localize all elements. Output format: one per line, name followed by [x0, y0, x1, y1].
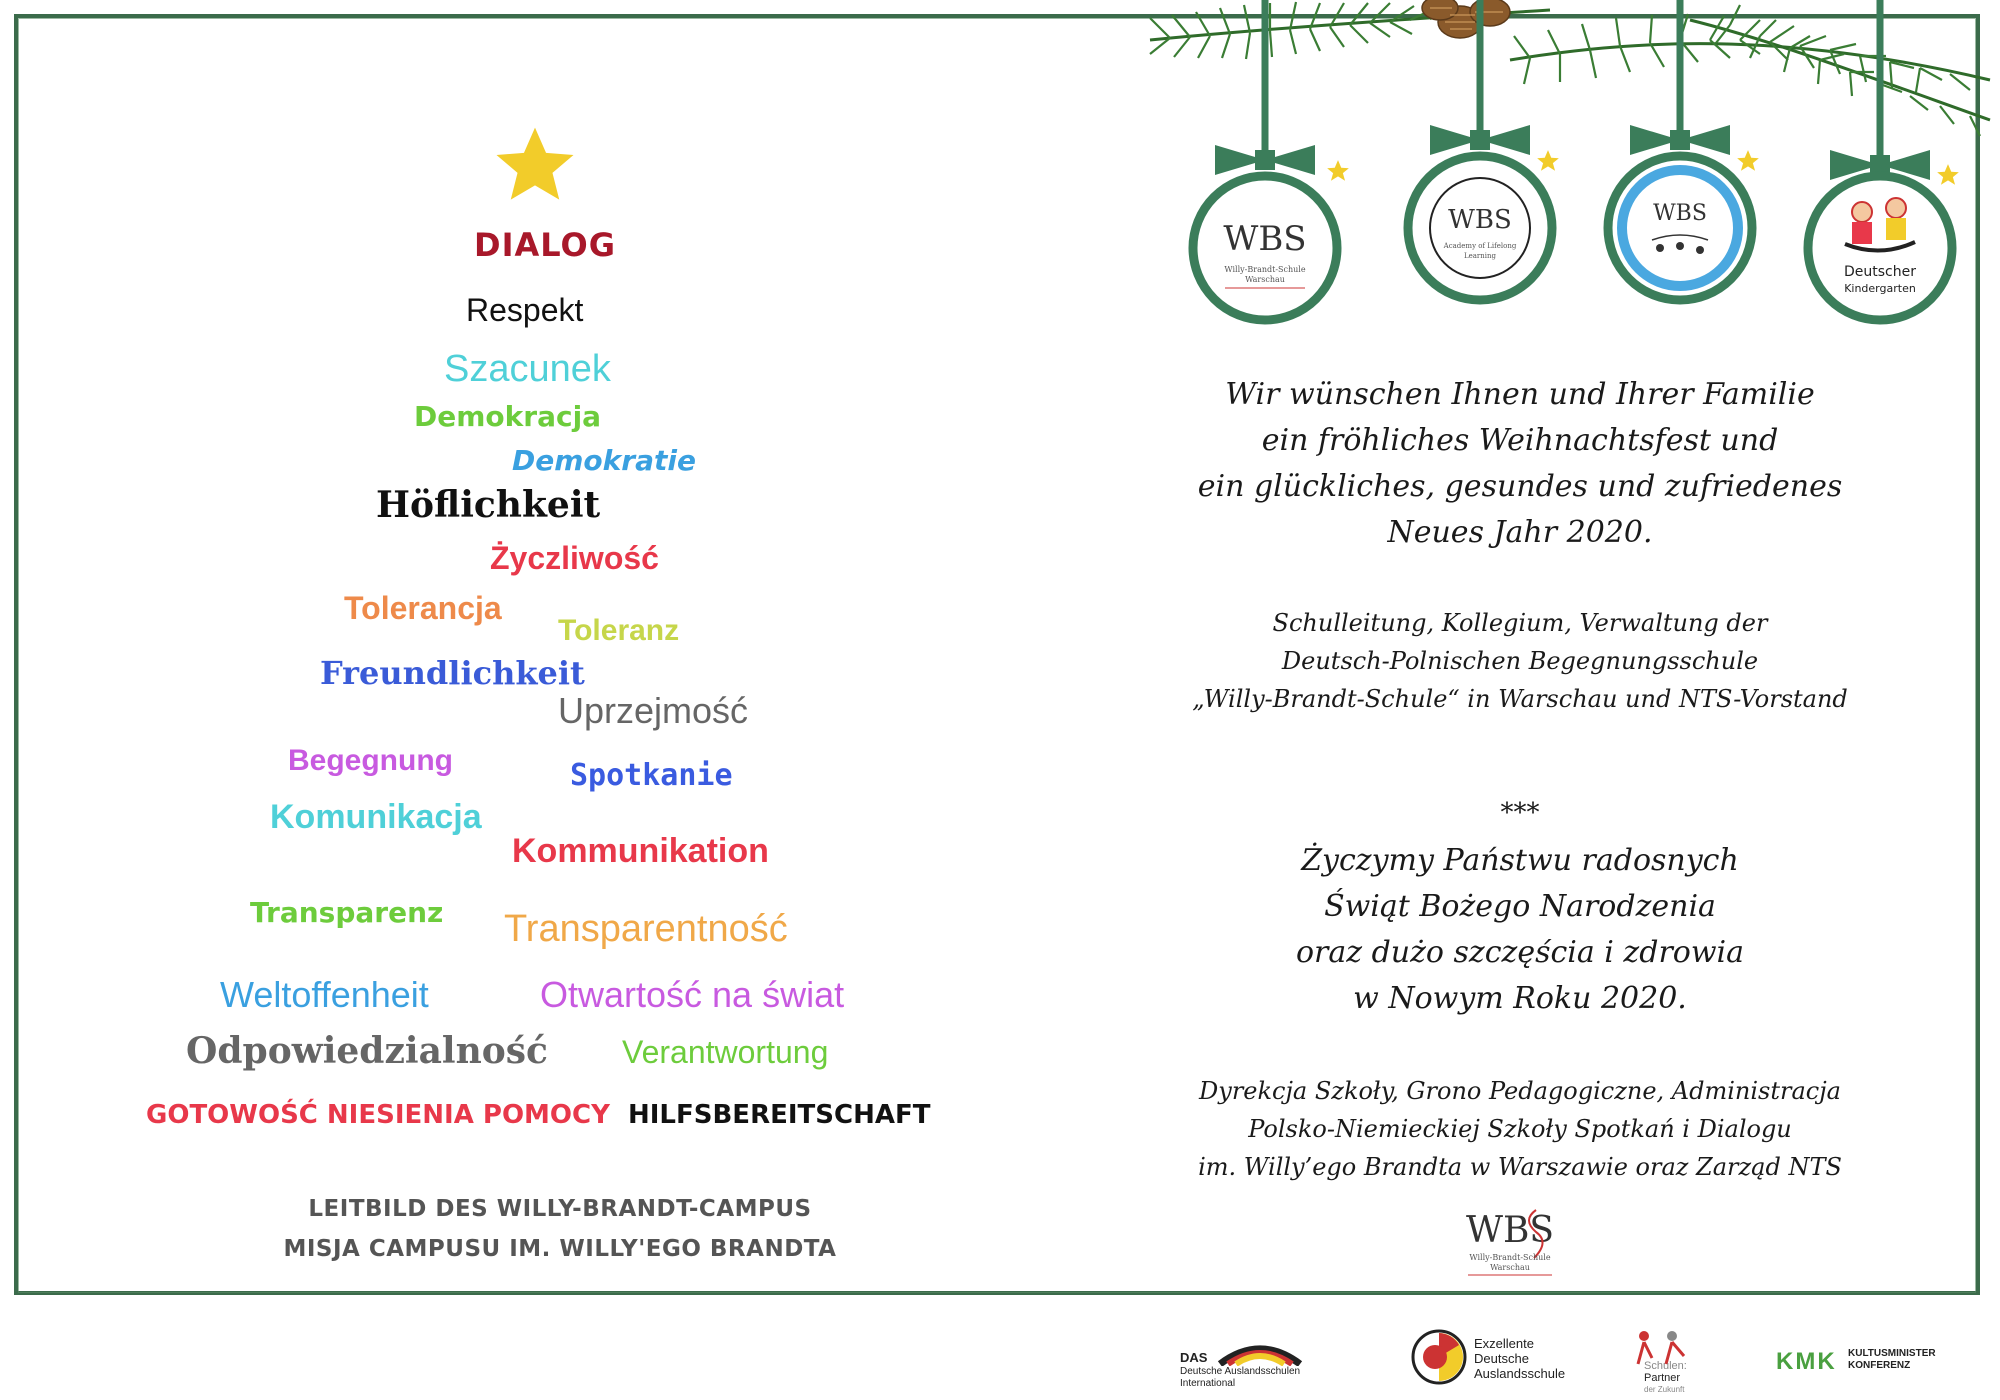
signature-pl-line: Polsko-Niemieckiej Szkoły Spotkań i Dialogu: [1248, 1115, 1792, 1143]
tree-word-demokracja: Demokracja: [414, 400, 602, 433]
svg-text:Academy of Lifelong: Academy of Lifelong: [1443, 242, 1517, 250]
tree-word-freundlichkeit: Freundlichkeit: [320, 654, 585, 692]
tree-word-transparentnosc: Transparentność: [504, 908, 788, 950]
greeting-pl-line: oraz dużo szczęścia i zdrowia: [1295, 935, 1745, 970]
svg-text:Willy-Brandt-Schule: Willy-Brandt-Schule: [1469, 1253, 1551, 1262]
separator-stars: ***: [1500, 798, 1540, 828]
tree-word-toleranz: Toleranz: [558, 614, 680, 647]
greeting-de-line: ein glückliches, gesundes und zufriedenes: [1197, 469, 1843, 504]
tree-word-demokratie: Demokratie: [512, 444, 696, 477]
tree-word-szacunek: Szacunek: [444, 348, 611, 390]
tree-word-odpowiedzialnosc: Odpowiedzialność: [186, 1030, 548, 1072]
tree-word-transparenz: Transparenz: [250, 896, 444, 929]
greeting-de-line: ein fröhliches Weihnachtsfest und: [1261, 423, 1779, 458]
wbs-logo: [1450, 1200, 1570, 1280]
svg-text:WBS: WBS: [1465, 1210, 1555, 1251]
signature-de: [1160, 604, 1880, 718]
svg-text:Deutscher: Deutscher: [1844, 264, 1916, 280]
tree-word-hoeflichkeit: Höflichkeit: [376, 484, 601, 526]
footer-logo-das: DAS Deutsche Auslandsschulen International: [1180, 1350, 1301, 1389]
footer-logo-exzellente: Exzellente Deutsche Auslandsschule: [1410, 1328, 1580, 1392]
tree-word-respekt: Respekt: [466, 292, 584, 328]
tree-word-tolerancja: Tolerancja: [344, 590, 502, 626]
tree-word-komunikacja: Komunikacja: [270, 798, 482, 836]
greeting-de-line: Wir wünschen Ihnen und Ihrer Familie: [1225, 377, 1815, 412]
footer-logo-kmk: KMK KULTUSMINISTER KONFERENZ: [1776, 1348, 1936, 1375]
svg-text:WBS: WBS: [1653, 201, 1707, 226]
svg-text:Warschau: Warschau: [1490, 1263, 1530, 1272]
svg-text:Warschau: Warschau: [1245, 275, 1285, 284]
tree-word-otwartosc-na-swiat: Otwartość na świat: [540, 974, 845, 1015]
greeting-pl-line: Życzymy Państwu radosnych: [1301, 843, 1739, 878]
tree-top-star-icon: [492, 124, 578, 206]
signature-de-line: „Willy-Brandt-Schule“ in Warschau und NTS-Vorstand: [1192, 685, 1848, 713]
svg-text:WBS: WBS: [1223, 219, 1307, 259]
greeting-pl-line: w Nowym Roku 2020.: [1353, 981, 1687, 1016]
signature-pl-line: im. Willy’ego Brandta w Warszawie oraz Zarząd NTS: [1198, 1153, 1842, 1181]
tree-word-verantwortung: Verantwortung: [622, 1034, 829, 1070]
tree-word-gotowosc-niesienia-pomocy: GOTOWOŚĆ NIESIENIA POMOCY: [146, 1100, 610, 1130]
svg-text:WBS: WBS: [1448, 205, 1512, 235]
tree-word-dialog: DIALOG: [474, 226, 616, 264]
svg-text:Learning: Learning: [1463, 252, 1497, 260]
footer-logo-pasch: Schulen: Partner der Zukunft: [1630, 1328, 1710, 1392]
tree-word-weltoffenheit: Weltoffenheit: [220, 974, 429, 1015]
greeting-pl: [1160, 838, 1880, 1022]
svg-text:Willy-Brandt-Schule: Willy-Brandt-Schule: [1224, 265, 1306, 274]
tree-word-zyczliwosc: Życzliwość: [490, 540, 659, 576]
signature-pl-line: Dyrekcja Szkoły, Grono Pedagogiczne, Administracja: [1199, 1077, 1841, 1105]
tree-word-begegnung: Begegnung: [288, 744, 453, 777]
tree-word-spotkanie: Spotkanie: [570, 758, 733, 793]
signature-de-line: Deutsch-Polnischen Begegnungsschule: [1281, 647, 1759, 675]
greeting-de: [1160, 372, 1880, 556]
signature-pl: [1160, 1072, 1880, 1186]
greeting-pl-line: Świąt Bożego Narodzenia: [1324, 889, 1716, 924]
signature-de-line: Schulleitung, Kollegium, Verwaltung der: [1272, 609, 1768, 637]
caption-misja: MISJA CAMPUSU IM. WILLY'EGO BRANDTA: [283, 1236, 837, 1262]
svg-text:Kindergarten: Kindergarten: [1844, 282, 1916, 295]
greeting-de-line: Neues Jahr 2020.: [1387, 515, 1653, 550]
caption-leitbild: LEITBILD DES WILLY-BRANDT-CAMPUS: [308, 1196, 812, 1222]
tree-word-uprzejmosc: Uprzejmość: [558, 690, 749, 731]
tree-word-kommunikation: Kommunikation: [512, 832, 769, 870]
tree-word-hilfsbereitschaft: HILFSBEREITSCHAFT: [628, 1100, 931, 1130]
